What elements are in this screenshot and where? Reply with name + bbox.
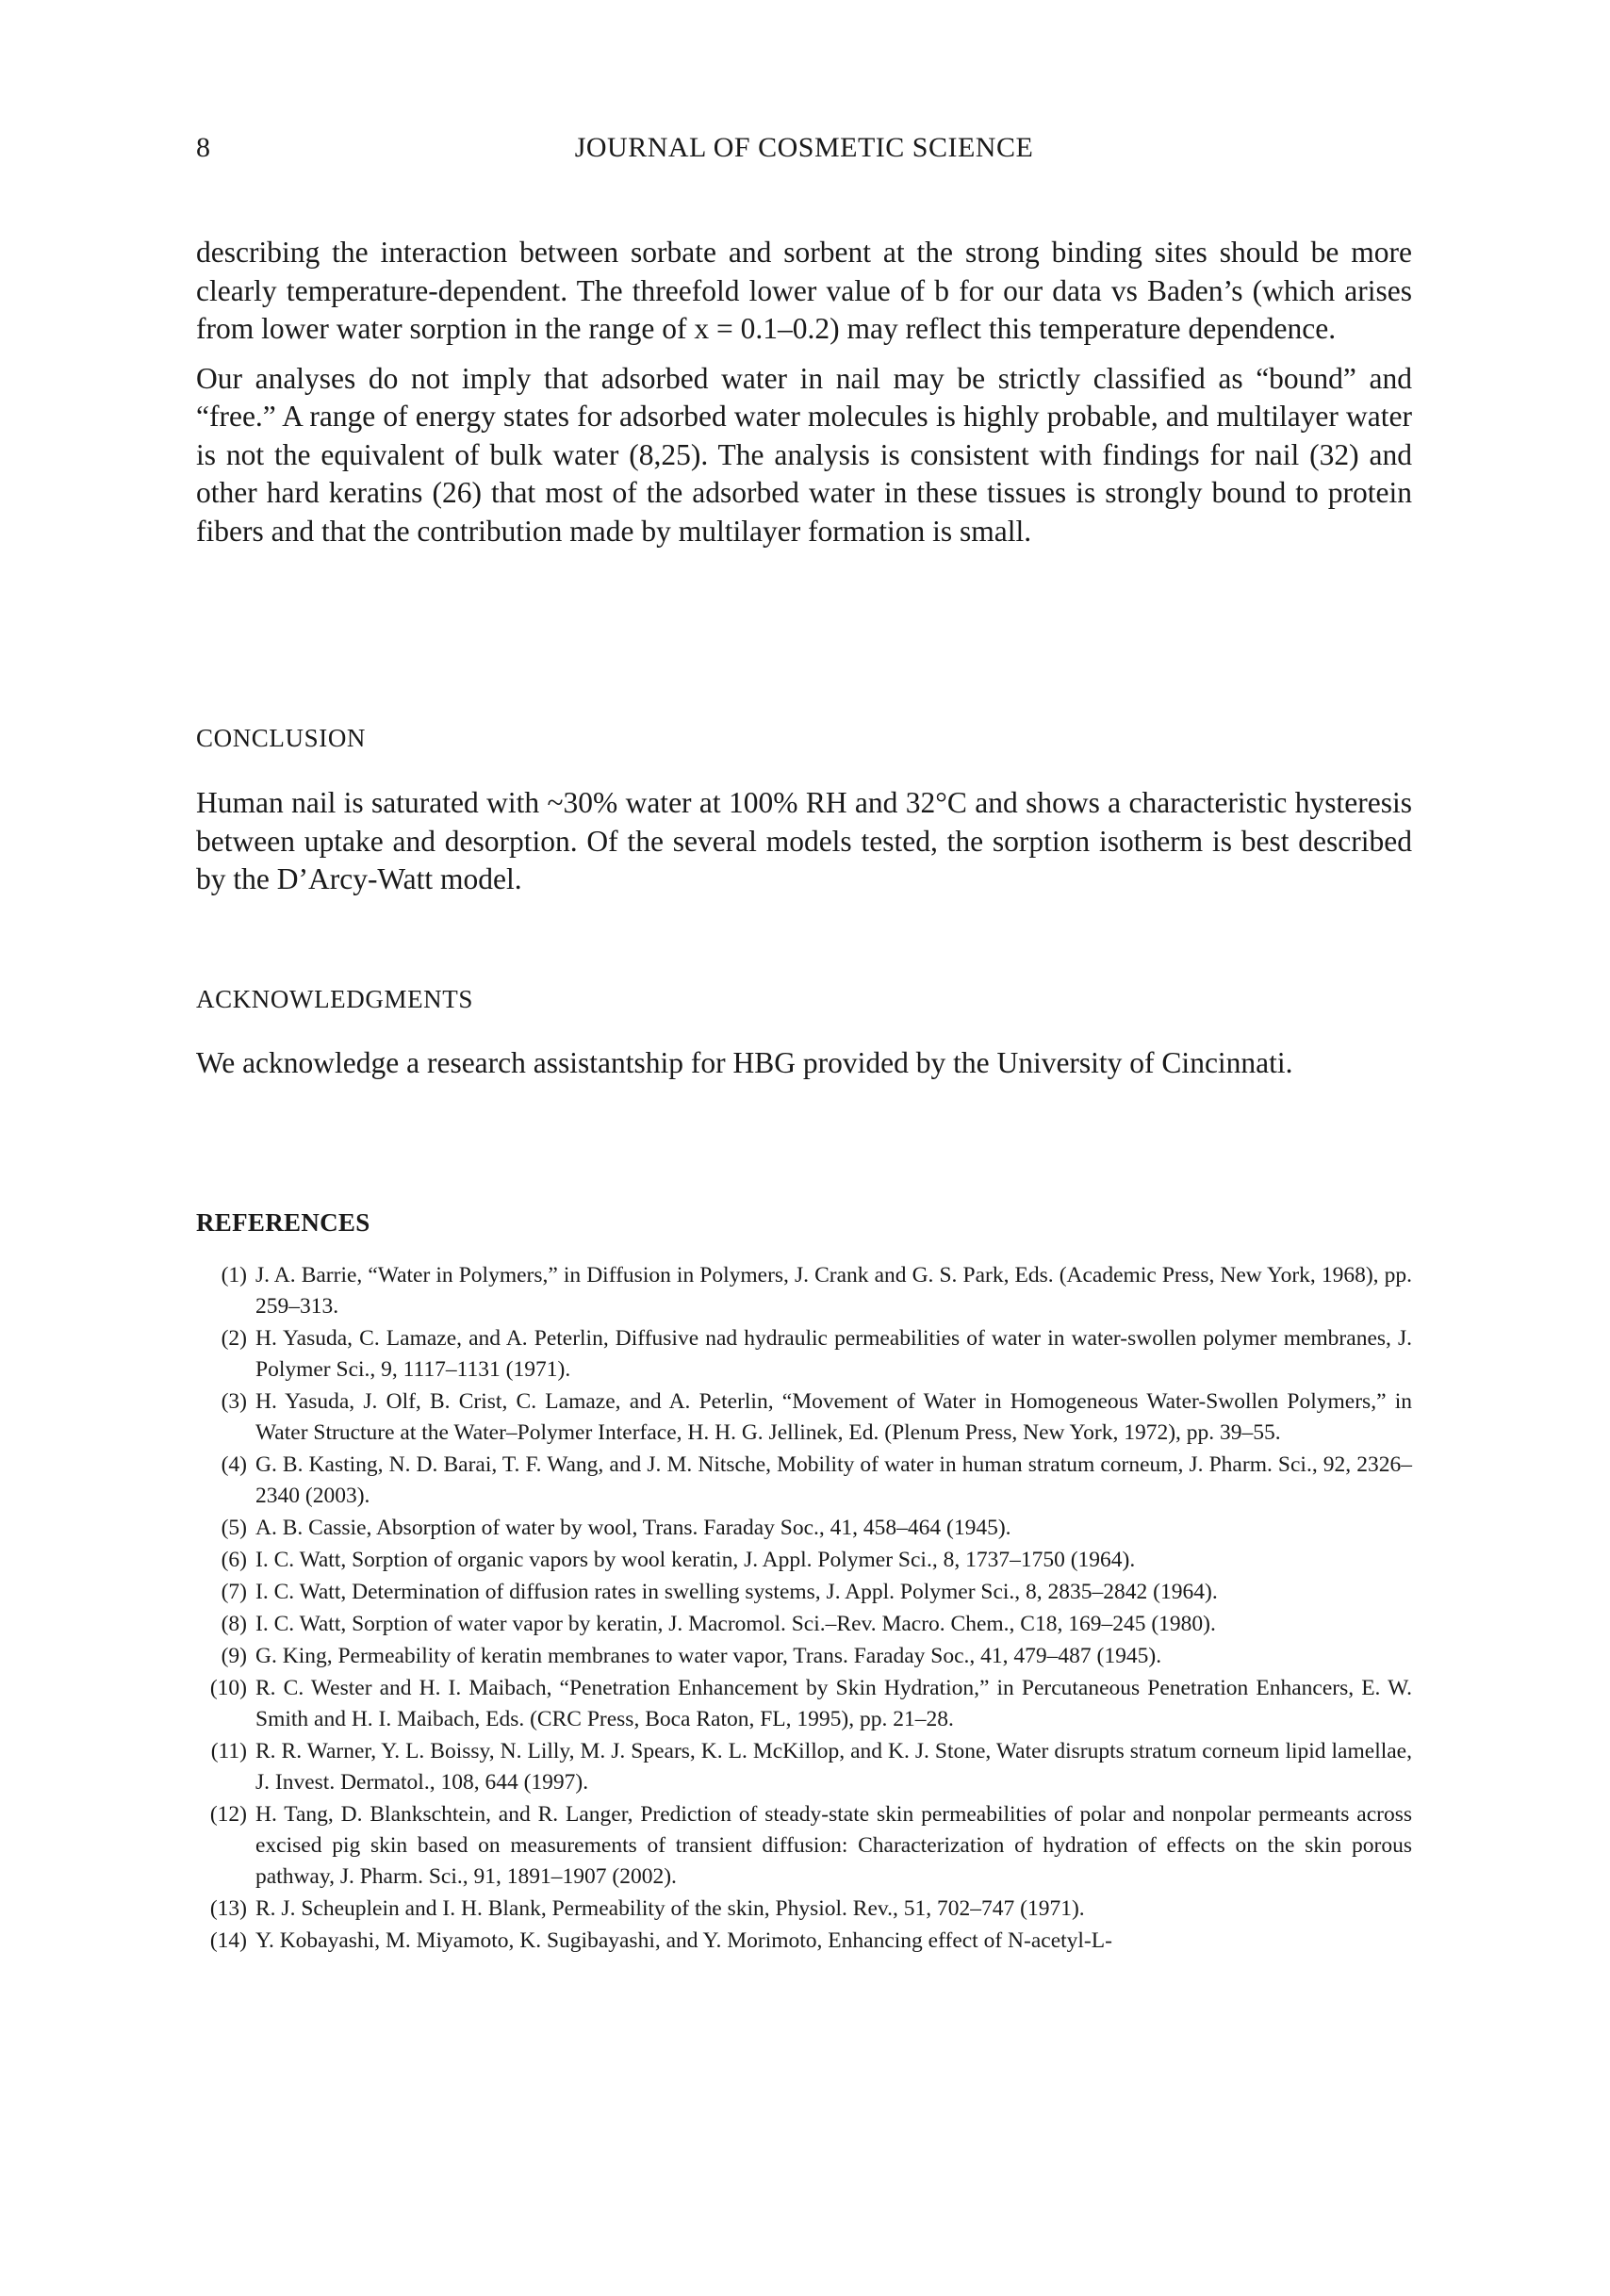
reference-item: [196, 1323, 1412, 1386]
reference-text: G. B. Kasting, N. D. Barai, T. F. Wang, and J. M. Nitsche, Mobility of water in human stratum corneum, J. Pharm. Sci., 92, 2326–2340 (2003).: [255, 1452, 1412, 1508]
reference-number: (8): [221, 1612, 247, 1636]
reference-item: [196, 1513, 1412, 1544]
reference-item: [196, 1926, 1412, 1957]
journal-title: JOURNAL OF COSMETIC SCIENCE: [574, 132, 1034, 163]
reference-text: R. J. Scheuplein and I. H. Blank, Permeability of the skin, Physiol. Rev., 51, 702–747 (1971).: [255, 1896, 1085, 1921]
conclusion-text: Human nail is saturated with ~30% water at 100% RH and 32°C and shows a characteristic hysteresis between uptake and desorption. Of the several models tested, the sorption isotherm is best described by the D’Arcy-Watt model.: [196, 786, 1412, 895]
reference-number: (1): [221, 1263, 247, 1287]
body-paragraph: describing the interaction between sorbate and sorbent at the strong binding sites should be more clearly temperature-dependent. The threefold lower value of b for our data vs Baden’s (which arises from lower water sorption in the range of x = 0.1–0.2) may reflect this temperature dependence.: [196, 236, 1412, 345]
reference-number: (13): [209, 1896, 247, 1921]
acknowledgments-text: We acknowledge a research assistantship for HBG provided by the University of Cincinnati.: [196, 1046, 1293, 1079]
conclusion-heading: CONCLUSION: [196, 724, 367, 752]
reference-number: (7): [221, 1580, 247, 1604]
reference-item: [196, 1609, 1412, 1640]
acknowledgments-heading: ACKNOWLEDGMENTS: [196, 985, 473, 1013]
reference-text: H. Yasuda, C. Lamaze, and A. Peterlin, Diffusive nad hydraulic permeabilities of water in water-swollen polymer membranes, J. Polymer Sci., 9, 1117–1131 (1971).: [255, 1326, 1412, 1382]
reference-text: Y. Kobayashi, M. Miyamoto, K. Sugibayashi, and Y. Morimoto, Enhancing effect of N-acetyl-L-: [255, 1928, 1112, 1953]
reference-text: G. King, Permeability of keratin membranes to water vapor, Trans. Faraday Soc., 41, 479–487 (1945).: [255, 1644, 1162, 1668]
reference-text: A. B. Cassie, Absorption of water by wool, Trans. Faraday Soc., 41, 458–464 (1945).: [255, 1516, 1011, 1540]
reference-item: [196, 1386, 1412, 1449]
reference-item: [196, 1673, 1412, 1735]
running-head: [196, 132, 1412, 173]
reference-text: J. A. Barrie, “Water in Polymers,” in Diffusion in Polymers, J. Crank and G. S. Park, Eds. (Academic Press, New York, 1968), pp. 259–313.: [255, 1263, 1412, 1319]
reference-text: H. Tang, D. Blankschtein, and R. Langer, Prediction of steady-state skin permeabilities of polar and nonpolar permeants across excised pig skin based on measurements of transient diffusion: Characterization of hydration of effects on the skin porous pathway, J. Pharm. Sci., 91, 1891–1907 (2002).: [255, 1802, 1412, 1889]
reference-number: (6): [221, 1548, 247, 1572]
body-paragraph: Our analyses do not imply that adsorbed water in nail may be strictly classified as “bound” and “free.” A range of energy states for adsorbed water molecules is highly probable, and multilayer water is not the equivalent of bulk water (8,25). The analysis is consistent with findings for nail (32) and other hard keratins (26) that most of the adsorbed water in these tissues is strongly bound to protein fibers and that the contribution made by multilayer formation is small.: [196, 361, 1412, 548]
reference-item: [196, 1260, 1412, 1322]
reference-number: (9): [221, 1644, 247, 1668]
reference-number: (14): [209, 1928, 247, 1953]
page-number: 8: [196, 132, 210, 163]
reference-text: I. C. Watt, Sorption of organic vapors by wool keratin, J. Appl. Polymer Sci., 8, 1737–1750 (1964).: [255, 1548, 1136, 1572]
reference-text: R. C. Wester and H. I. Maibach, “Penetration Enhancement by Skin Hydration,” in Percutaneous Penetration Enhancers, E. W. Smith and H. I. Maibach, Eds. (CRC Press, Boca Raton, FL, 1995), pp. 21–28.: [255, 1676, 1412, 1731]
reference-item: [196, 1545, 1412, 1576]
reference-number: (5): [221, 1516, 247, 1540]
reference-list: [196, 1260, 1412, 1958]
reference-number: (10): [209, 1676, 247, 1700]
reference-item: [196, 1736, 1412, 1798]
reference-number: (11): [210, 1739, 247, 1763]
references-heading: REFERENCES: [196, 1208, 370, 1237]
reference-number: (2): [221, 1326, 247, 1351]
reference-number: (3): [221, 1389, 247, 1414]
reference-item: [196, 1799, 1412, 1893]
reference-text: H. Yasuda, J. Olf, B. Crist, C. Lamaze, and A. Peterlin, “Movement of Water in Homogeneous Water-Swollen Polymers,” in Water Structure at the Water–Polymer Interface, H. H. G. Jellinek, Ed. (Plenum Press, New York, 1972), pp. 39–55.: [255, 1389, 1412, 1445]
reference-number: (4): [221, 1452, 247, 1477]
reference-item: [196, 1450, 1412, 1512]
reference-number: (12): [209, 1802, 247, 1827]
acknowledgments-section: [196, 1044, 1412, 1083]
reference-item: [196, 1641, 1412, 1672]
discussion-continuation: [196, 234, 1412, 550]
conclusion-section: [196, 784, 1412, 899]
reference-text: I. C. Watt, Sorption of water vapor by keratin, J. Macromol. Sci.–Rev. Macro. Chem., C18, 169–245 (1980).: [255, 1612, 1216, 1636]
reference-item: [196, 1577, 1412, 1608]
reference-text: I. C. Watt, Determination of diffusion rates in swelling systems, J. Appl. Polymer Sci., 8, 2835–2842 (1964).: [255, 1580, 1218, 1604]
reference-item: [196, 1894, 1412, 1925]
reference-text: R. R. Warner, Y. L. Boissy, N. Lilly, M. J. Spears, K. L. McKillop, and K. J. Stone, Water disrupts stratum corneum lipid lamellae, J. Invest. Dermatol., 108, 644 (1997).: [255, 1739, 1412, 1795]
